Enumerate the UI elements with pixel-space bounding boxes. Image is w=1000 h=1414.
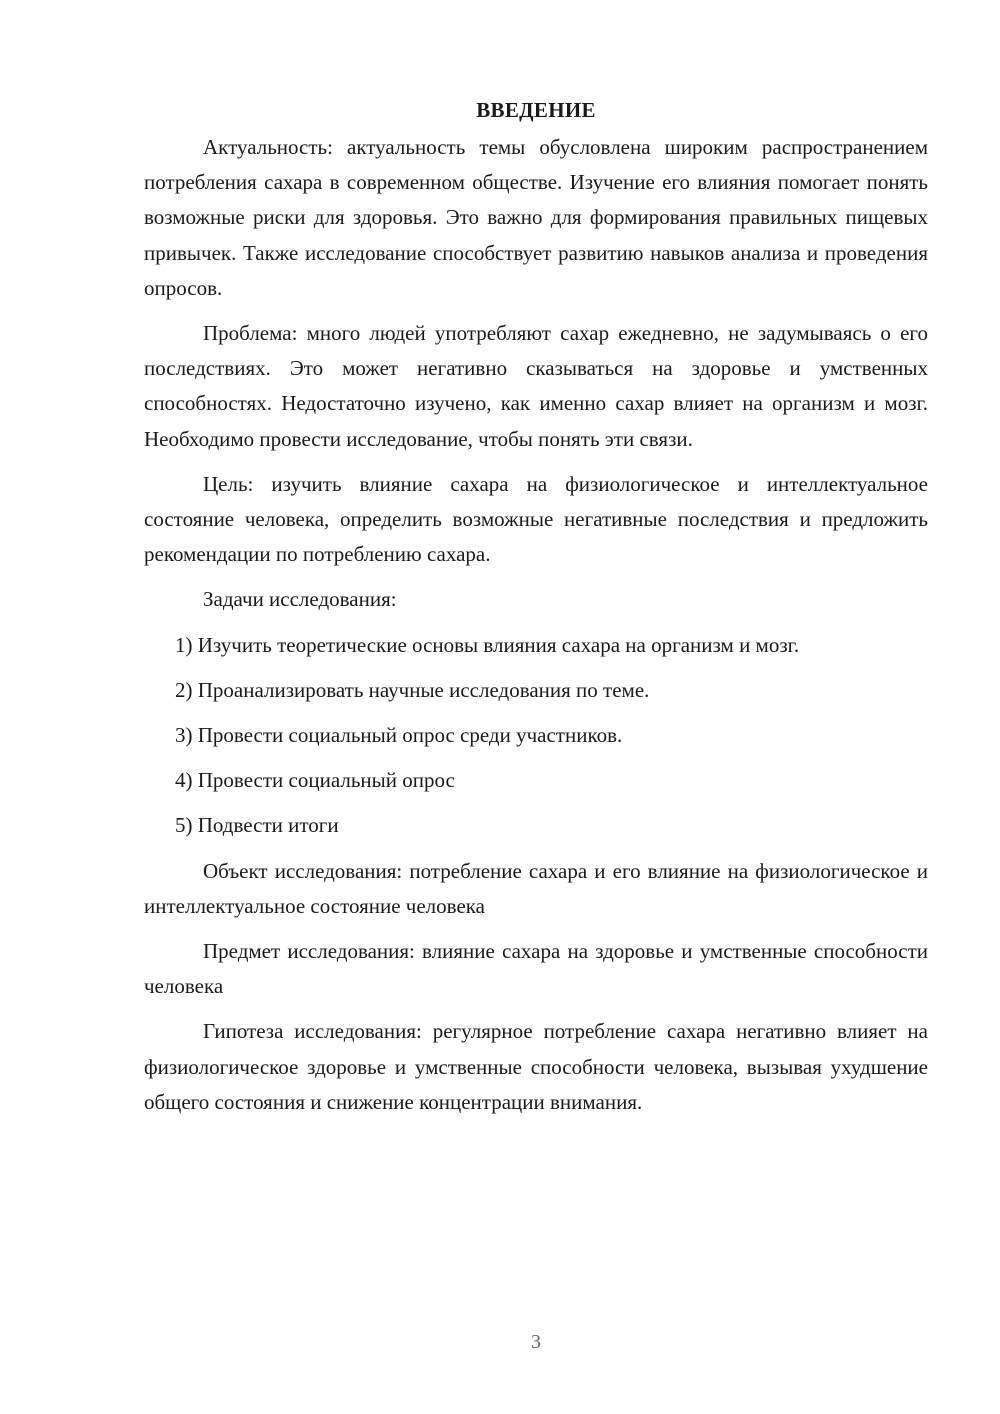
paragraph-goal: Цель: изучить влияние сахара на физиологическое и интеллектуальное состояние человека, определить возможные негативные последствия и предложить рекомендации по потреблению сахара. (144, 471, 928, 567)
paragraph-hypothesis: Гипотеза исследования: регулярное потребление сахара негативно влияет на физиологическое здоровье и умственные способности человека, вызывая ухудшение общего состояния и снижение концентрации внимания. (144, 1019, 928, 1114)
list-item: 5) Подвести итоги (175, 813, 339, 838)
tasks-list (144, 628, 928, 844)
list-item: 4) Провести социальный опрос (175, 768, 455, 793)
paragraph-subject: Предмет исследования: влияние сахара на здоровье и умственные способности человека (144, 939, 928, 999)
paragraph-relevance: Актуальность: актуальность темы обусловлена широким распространением потребления сахара в современном обществе. Изучение его влияния помогает понять возможные риски для здоровья. Это важно для формирования правильных пищевых привычек. Также исследование способствует развитию навыков анализа и проведения опросов. (144, 135, 928, 300)
list-item: 3) Провести социальный опрос среди участников. (175, 723, 623, 748)
page-title: ВВЕДЕНИЕ (476, 98, 596, 122)
page-number: 3 (531, 1331, 541, 1353)
list-item: 1) Изучить теоретические основы влияния сахара на организм и мозг. (175, 632, 800, 657)
list-item: 2) Проанализировать научные исследования по теме. (175, 677, 650, 702)
paragraph-object: Объект исследования: потребление сахара и его влияние на физиологическое и интеллектуальное состояние человека (144, 858, 928, 918)
document-page (144, 90, 928, 1130)
tasks-heading: Задачи исследования: (203, 587, 397, 612)
paragraph-problem: Проблема: много людей употребляют сахар ежедневно, не задумываясь о его последствиях. Это может негативно сказываться на здоровье и умственных способностях. Недостаточно изучено, как именно сахар влияет на организм и мозг. Необходимо провести исследование, чтобы понять эти связи. (144, 321, 928, 451)
